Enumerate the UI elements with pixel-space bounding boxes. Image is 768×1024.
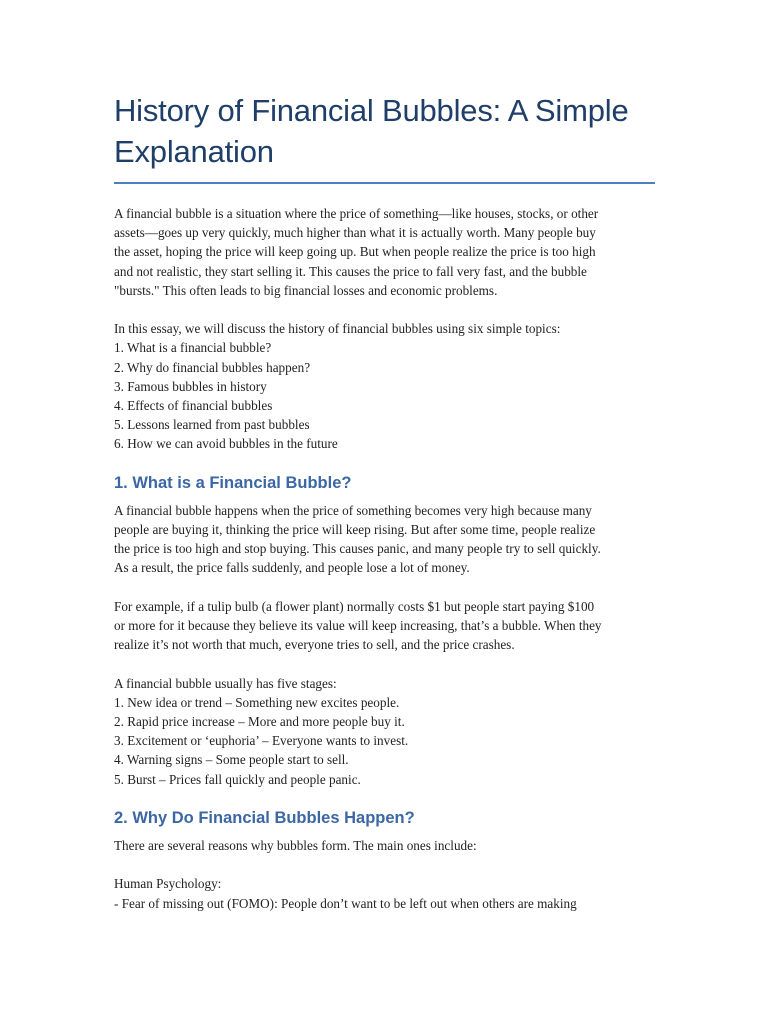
- section1-paragraph-1: [114, 501, 658, 578]
- intro-line: and not realistic, they start selling it. This causes the price to fall very fast, and the bubble: [114, 263, 587, 279]
- paragraph-line: or more for it because they believe its value will keep increasing, that’s a bubble. When they: [114, 618, 602, 634]
- list-item: 1. What is a financial bubble?: [114, 340, 272, 356]
- document-title: History of Financial Bubbles: A Simple Explanation: [114, 93, 629, 169]
- paragraph-line: realize it’s not worth that much, everyone tries to sell, and the price crashes.: [114, 637, 515, 653]
- paragraph-line: There are several reasons why bubbles form. The main ones include:: [114, 838, 477, 854]
- topics-list: [114, 319, 658, 453]
- section2-psychology: [114, 874, 658, 912]
- list-item: 3. Excitement or ‘euphoria’ – Everyone wants to invest.: [114, 733, 409, 749]
- intro-line: assets—goes up very quickly, much higher than what it is actually worth. Many people buy: [114, 225, 596, 241]
- sub-heading: Human Psychology:: [114, 876, 222, 892]
- list-item: 6. How we can avoid bubbles in the future: [114, 436, 338, 452]
- paragraph-line: For example, if a tulip bulb (a flower plant) normally costs $1 but people start paying $100: [114, 598, 595, 614]
- bullet-item: - Fear of missing out (FOMO): People don’t want to be left out when others are making: [114, 895, 577, 911]
- intro-line: the asset, hoping the price will keep going up. But when people realize the price is too high: [114, 244, 596, 260]
- list-item: 2. Why do financial bubbles happen?: [114, 359, 311, 375]
- title-underline: [114, 182, 655, 184]
- paragraph-line: people are buying it, thinking the price will keep rising. But after some time, people realize: [114, 522, 596, 538]
- paragraph-line: A financial bubble happens when the price of something becomes very high because many: [114, 502, 592, 518]
- document-page: [114, 90, 658, 913]
- intro-paragraph: [114, 204, 658, 300]
- list-item: 2. Rapid price increase – More and more people buy it.: [114, 714, 405, 730]
- intro-line: "bursts." This often leads to big financial losses and economic problems.: [114, 282, 498, 298]
- paragraph-line: the price is too high and stop buying. This causes panic, and many people try to sell quickly.: [114, 541, 601, 557]
- stages-lead: A financial bubble usually has five stages:: [114, 675, 337, 691]
- section-heading-2: 2. Why Do Financial Bubbles Happen?: [114, 809, 415, 828]
- topics-lead: In this essay, we will discuss the history of financial bubbles using six simple topics:: [114, 321, 561, 337]
- paragraph-line: As a result, the price falls suddenly, and people lose a lot of money.: [114, 560, 470, 576]
- list-item: 1. New idea or trend – Something new excites people.: [114, 694, 400, 710]
- intro-line: A financial bubble is a situation where the price of something—like houses, stocks, or other: [114, 206, 599, 221]
- list-item: 5. Burst – Prices fall quickly and people panic.: [114, 771, 361, 787]
- section1-paragraph-2: [114, 597, 658, 655]
- list-item: 5. Lessons learned from past bubbles: [114, 417, 310, 433]
- stages-list: [114, 674, 658, 789]
- section2-lead: [114, 836, 658, 855]
- list-item: 3. Famous bubbles in history: [114, 378, 267, 394]
- section-heading-1: 1. What is a Financial Bubble?: [114, 473, 352, 492]
- list-item: 4. Warning signs – Some people start to sell.: [114, 752, 349, 768]
- list-item: 4. Effects of financial bubbles: [114, 398, 273, 414]
